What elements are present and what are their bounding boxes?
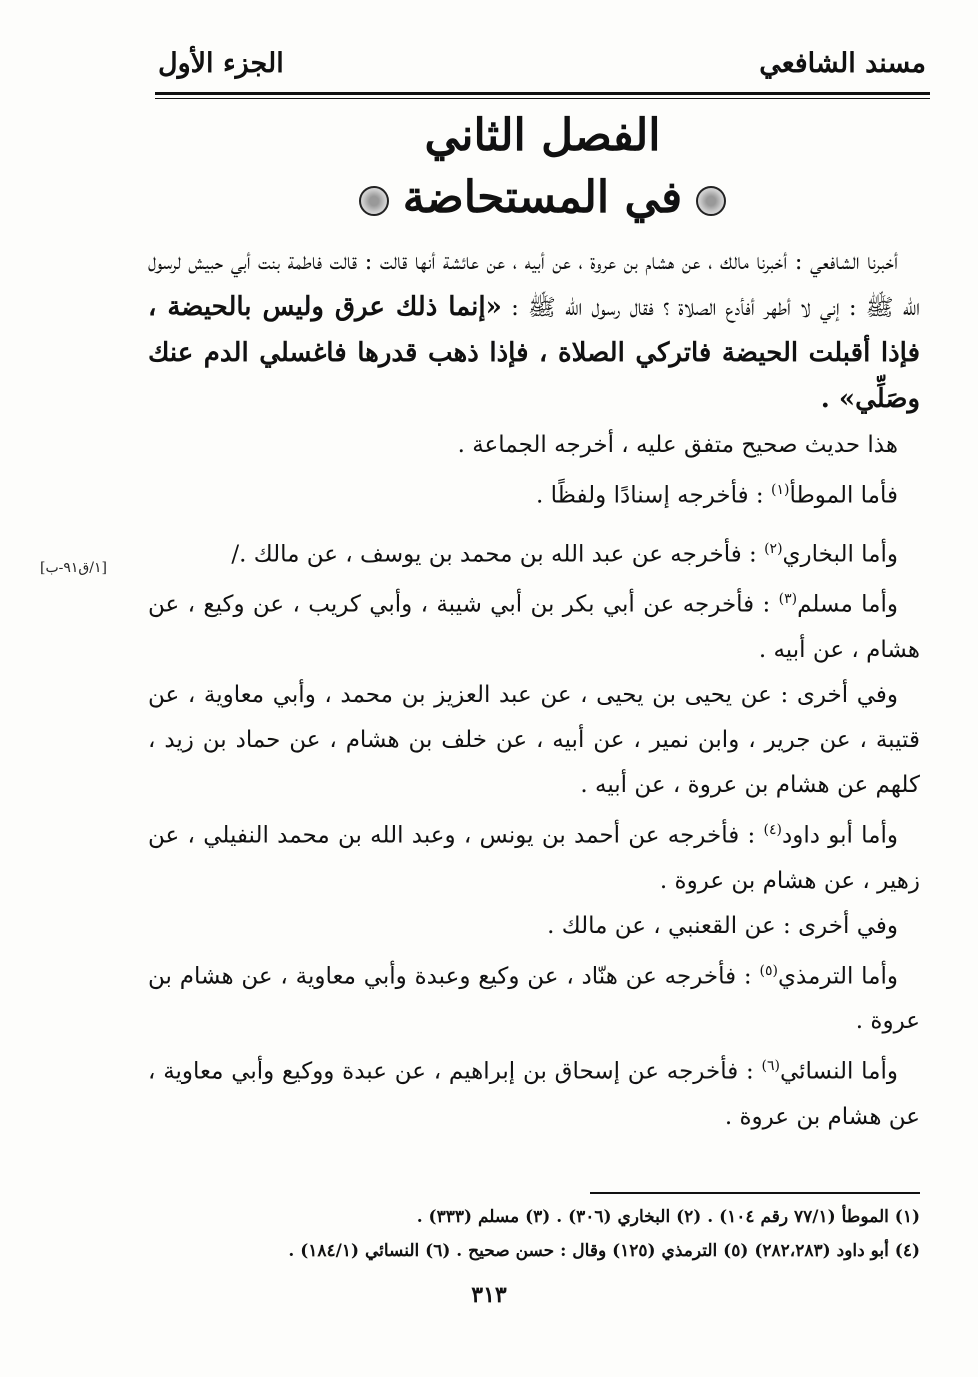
paragraph-hadith: [148, 240, 920, 423]
manuscript-margin-note: [١/ق٩١-ب]: [40, 560, 108, 576]
running-header-title: مسند الشافعي: [759, 48, 926, 79]
source-name: وأما مسلم: [797, 591, 898, 618]
footnote-ref: (٣): [778, 591, 798, 608]
page-number: ٣١٣: [471, 1282, 507, 1308]
footnote-ref: (٥): [759, 962, 778, 979]
source-name: وأما أبو داود: [781, 822, 898, 849]
footnotes: [140, 1200, 920, 1268]
footnote-line: (٤) أبو داود (٢٨٢،٢٨٣) (٥) الترمذي (١٢٥) وقال : حسن صحيح . (٦) النسائي (١٨٤/١) .: [288, 1241, 920, 1261]
footnote-line: (١) الموطأ (٧٧/١ رقم ١٠٤) . (٢) البخاري (٣٠٦) . (٣) مسلم (٣٣٣) .: [416, 1207, 920, 1227]
paragraph-grading: هذا حديث صحيح متفق عليه ، أخرجه الجماعة .: [457, 432, 898, 458]
source-name: وأما النسائي: [779, 1058, 898, 1085]
hadith-text: أخبرنا الشافعي : أخبرنا مالك ، عن هشام بن عروة ، عن أبيه ، عن عائشة أنها قالت : قالت فاطمة بنت أبي حبيش لرسول الله ﷺ : إني لا أطهر أفأدع الصلاة ؟ فقال رسول الله ﷺ :: [148, 249, 920, 321]
ornament-dot-icon: [696, 186, 726, 216]
spacer: [148, 519, 920, 527]
footnote-ref: (١): [771, 482, 790, 498]
main-text: [148, 240, 920, 1140]
paragraph-nasai: [148, 1044, 920, 1140]
source-text: : فأخرجه إسنادًا ولفظًا .: [536, 482, 771, 509]
paragraph-muwatta: [148, 468, 920, 519]
source-name: وأما الترمذي: [777, 963, 898, 990]
source-name: وأما البخاري: [782, 541, 898, 568]
hadith-quote: «إنما ذلك عرق وليس بالحيضة ، فإذا أقبلت الحيضة فاتركي الصلاة ، فإذا ذهب قدرها فاغسلي الدم عنك وصَلِّي» .: [148, 292, 920, 414]
paragraph-abudawud-other: وفي أخرى : عن القعنبي ، عن مالك .: [547, 912, 898, 939]
ornament-dot-icon: [359, 186, 389, 216]
section-title-wrap: [155, 172, 930, 223]
paragraph-abudawud: [148, 808, 920, 904]
running-header-volume: الجزء الأول: [158, 48, 284, 79]
paragraph-muslim: [148, 577, 920, 673]
chapter-title: الفصل الثاني: [424, 110, 661, 161]
paragraph-tirmidhi: [148, 949, 920, 1045]
footnote-ref: (٤): [763, 821, 782, 838]
footnote-rule: [590, 1192, 920, 1194]
source-text: : فأخرجه عن عبد الله بن محمد بن يوسف ، عن مالك ./: [231, 541, 765, 568]
header-rule: [155, 92, 930, 99]
footnote-ref: (٦): [761, 1058, 780, 1075]
paragraph-bukhari: [148, 527, 920, 578]
footnote-ref: (٢): [764, 540, 783, 557]
section-title: في المستحاضة: [402, 172, 683, 223]
source-text: : فأخرجه عن أحمد بن يونس ، وعبد الله بن محمد النفيلي ، عن زهير ، عن هشام بن عروة .: [148, 822, 920, 894]
source-text: : فأخرجه عن هنّاد ، عن وكيع وعبدة وأبي معاوية ، عن هشام بن عروة .: [148, 963, 920, 1035]
paragraph-muslim-other: وفي أخرى : عن يحيى بن يحيى ، عن عبد العزيز بن محمد ، وأبي معاوية ، عن قتيبة ، عن جرير ، وابن نمير ، عن أبيه ، عن خلف بن هشام ، عن حماد بن زيد ، كلهم عن هشام بن عروة ، عن أبيه .: [148, 681, 920, 798]
source-text: : فأخرجه عن إسحاق بن إبراهيم ، عن عبدة ووكيع وأبي معاوية ، عن هشام بن عروة .: [148, 1058, 920, 1130]
source-name: فأما الموطأ: [789, 482, 898, 509]
source-text: : فأخرجه عن أبي بكر بن أبي شيبة ، وأبي كريب ، عن وكيع ، عن هشام ، عن أبيه .: [148, 591, 920, 663]
